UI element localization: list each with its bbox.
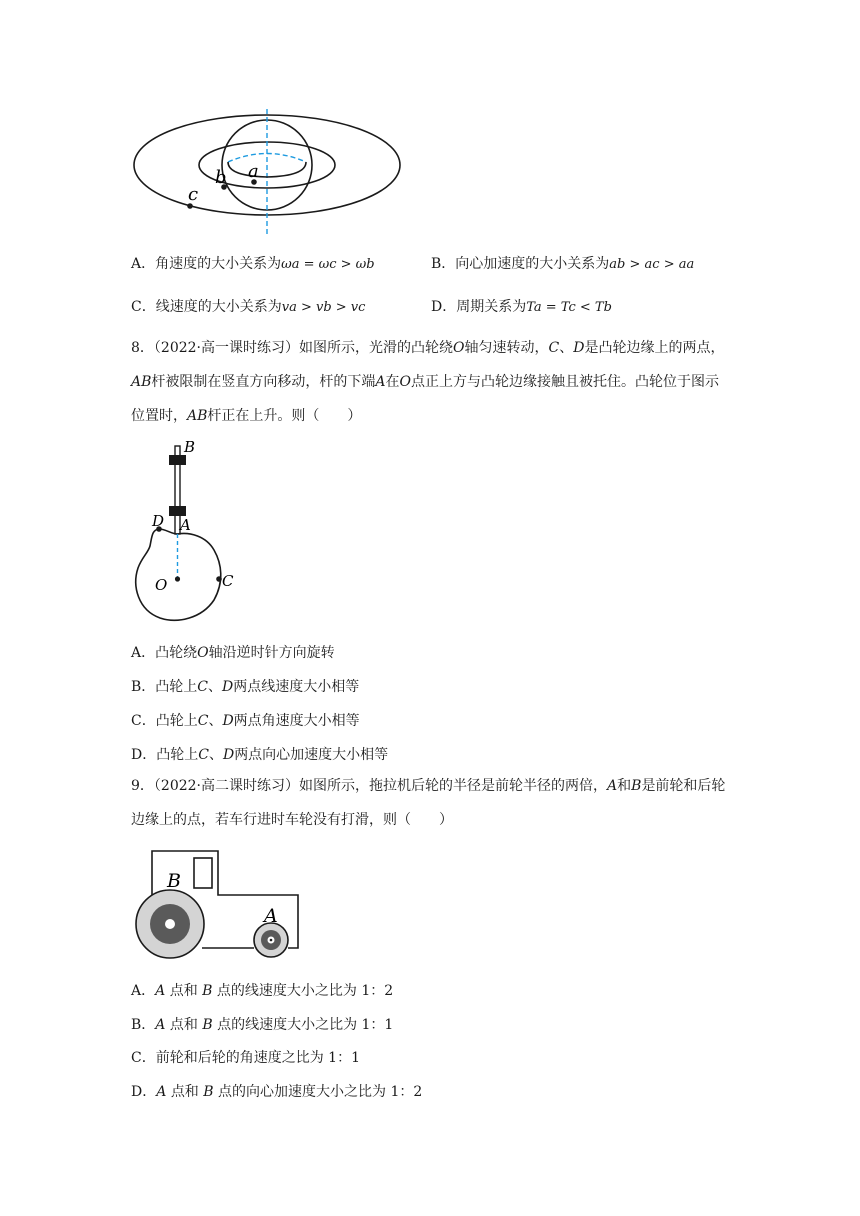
q9-option-a[interactable]: A．A 点和 B 点的线速度大小之比为 1：2 <box>131 983 394 999</box>
rod-guide-bottom <box>169 506 186 516</box>
label-a: A <box>264 905 278 927</box>
label-a: a <box>248 161 259 182</box>
point-o <box>175 576 180 581</box>
q7-b-math: ab > ac > aa <box>609 257 695 272</box>
q7-c-math: va > vb > vc <box>281 300 366 315</box>
label-b: B <box>184 440 196 456</box>
tractor-window <box>194 858 212 888</box>
label-c: C <box>222 572 234 590</box>
label-a: A <box>180 516 191 534</box>
label-b: b <box>215 167 227 188</box>
figure-cam <box>128 440 248 630</box>
point-c <box>216 576 222 582</box>
q9-option-b[interactable]: B．A 点和 B 点的线速度大小之比为 1：1 <box>131 1017 394 1033</box>
label-b: B <box>167 870 181 892</box>
q9-stem: 9．（2022·高二课时练习）如图所示，拖拉机后轮的半径是前轮半径的两倍，A和B是前轮和后轮边缘上的点，若车行进时车轮没有打滑，则（ ） <box>131 778 726 828</box>
q9-option-c[interactable]: C．前轮和后轮的角速度之比为 1：1 <box>131 1050 360 1066</box>
q7-option-d[interactable]: D．周期关系为Ta = Tc < Tb <box>431 299 612 315</box>
q9-option-d[interactable]: D．A 点和 B 点的向心加速度大小之比为 1：2 <box>131 1084 423 1100</box>
q7-d-math: Ta = Tc < Tb <box>526 300 612 315</box>
rod-guide-top <box>169 455 186 465</box>
q8-option-c[interactable]: C．凸轮上C、D两点角速度大小相等 <box>131 713 360 729</box>
cam-outline <box>136 529 221 620</box>
front-wheel-dot <box>270 939 273 942</box>
label-c: c <box>188 184 199 205</box>
q8-option-a[interactable]: A．凸轮绕O轴沿逆时针方向旋转 <box>131 645 335 661</box>
label-o: O <box>155 576 168 594</box>
figure-tractor <box>130 845 310 965</box>
q8-stem: 8．（2022·高一课时练习）如图所示，光滑的凸轮绕O轴匀速转动，C、D是凸轮边缘上的两点，AB杆被限制在竖直方向移动，杆的下端A在O点正上方与凸轮边缘接触且被托住。凸轮位于图示位置时，AB杆正在上升。则（ ） <box>131 340 725 424</box>
q8-option-d[interactable]: D．凸轮上C、D两点向心加速度大小相等 <box>131 747 389 763</box>
q7-option-c[interactable]: C．线速度的大小关系为va > vb > vc <box>131 299 366 315</box>
q7-a-math: ωa = ωc > ωb <box>281 257 375 272</box>
q7-option-a[interactable]: A．角速度的大小关系为ωa = ωc > ωb <box>131 256 375 272</box>
q8-option-b[interactable]: B．凸轮上C、D两点线速度大小相等 <box>131 679 360 695</box>
label-d: D <box>152 512 165 530</box>
rear-wheel-hub <box>165 919 175 929</box>
q7-option-b[interactable]: B．向心加速度的大小关系为ab > ac > aa <box>431 256 695 272</box>
figure-orbits <box>125 105 410 240</box>
